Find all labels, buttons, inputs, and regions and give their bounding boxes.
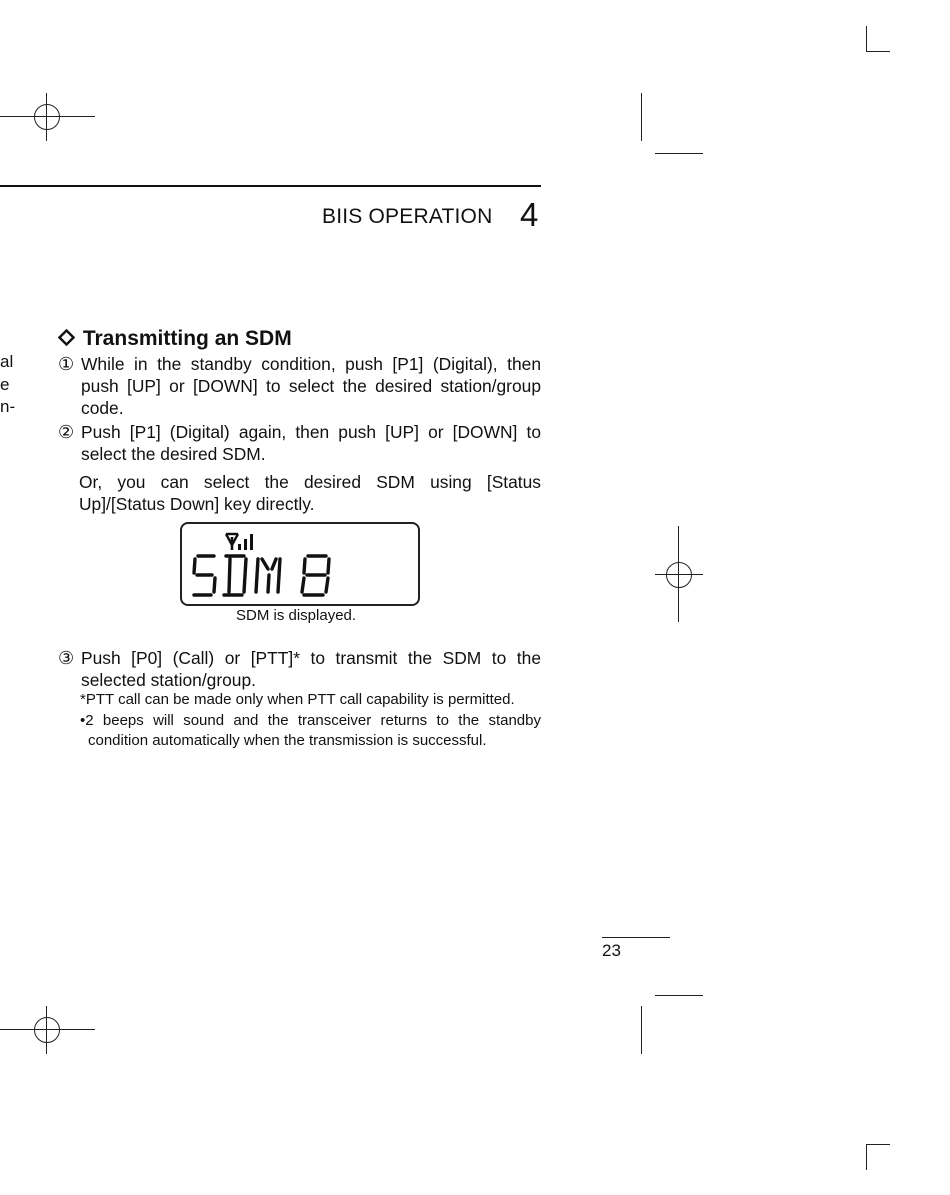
note-line: •2 beeps will sound and the transceiver returns to the standby <box>80 712 541 729</box>
step-text-line: selected station/group. <box>81 670 256 690</box>
step-text-line: Up]/[Status Down] key directly. <box>79 494 315 514</box>
step-number: ③ <box>58 648 75 668</box>
step-text-line: Or, you can select the desired SDM using [Status <box>79 472 541 492</box>
cut-off-fragment: al <box>0 352 14 371</box>
cut-off-fragment: e <box>0 375 10 394</box>
step-text-line: Push [P0] (Call) or [PTT]* to transmit the SDM to the <box>81 648 541 668</box>
lcd-digits <box>194 556 329 595</box>
cut-off-fragment: n- <box>0 397 16 416</box>
step-1 <box>58 353 541 419</box>
beep-note-continued: condition automatically when the transmission is successful. <box>88 732 487 749</box>
lcd-segments <box>182 524 418 604</box>
signal-antenna-icon <box>226 534 253 550</box>
step-number: ② <box>58 422 75 442</box>
page-number-rule <box>602 937 670 938</box>
step-text-line: While in the standby condition, push [P1] (Digital), then <box>81 354 541 374</box>
section-title-text: Transmitting an SDM <box>82 327 292 350</box>
beep-note <box>80 711 541 731</box>
step-2 <box>58 421 541 465</box>
step-2-note <box>79 471 541 515</box>
step-text-line: Push [P1] (Digital) again, then push [UP] or [DOWN] to <box>81 422 541 442</box>
page-number: 23 <box>602 941 621 960</box>
step-3 <box>58 647 541 691</box>
step-text-line: push [UP] or [DOWN] to select the desired station/group <box>81 376 541 396</box>
lcd-caption: SDM is displayed. <box>236 607 357 624</box>
step-text-line: code. <box>81 398 124 418</box>
header-rule <box>0 185 541 187</box>
step-text-line: select the desired SDM. <box>81 444 266 464</box>
chapter-title: BIIS OPERATION <box>322 205 493 228</box>
lcd-display <box>180 522 420 606</box>
ptt-footnote: *PTT call can be made only when PTT call capability is permitted. <box>80 691 515 708</box>
chapter-number: 4 <box>520 196 539 233</box>
section-title <box>58 327 292 351</box>
diamond-outline-icon <box>58 327 81 350</box>
step-number: ① <box>58 354 75 374</box>
